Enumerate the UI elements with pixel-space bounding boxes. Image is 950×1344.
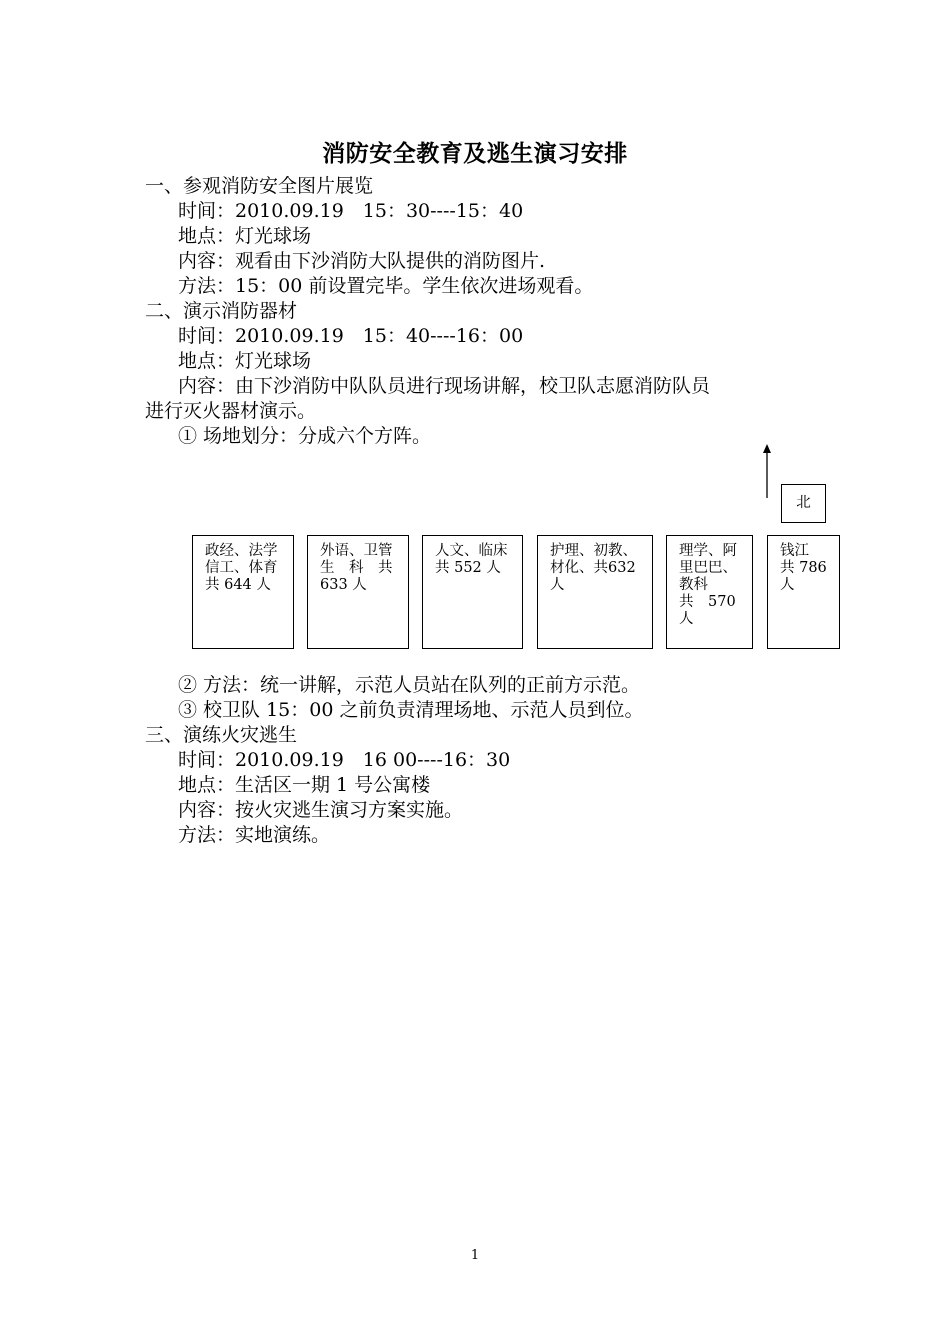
page-number: 1 [470, 1248, 480, 1263]
block-5: 理学、阿 里巴巴、 教科 共 570 人 [666, 535, 753, 649]
north-label: 北 [781, 484, 826, 523]
section-1-place: 地点：灯光球场 [178, 225, 312, 247]
section-1-content: 内容：观看由下沙消防大队提供的消防图片. [178, 250, 546, 272]
section-2-content-line2: 进行灭火器材演示。 [145, 400, 317, 422]
section-2-step-3: ③ 校卫队 15：00 之前负责清理场地、示范人员到位。 [178, 699, 644, 721]
section-3-content: 内容：按火灾逃生演习方案实施。 [178, 799, 464, 821]
section-2-time: 时间：2010.09.19 15：40----16：00 [178, 325, 524, 347]
section-3-heading: 三、演练火灾逃生 [145, 724, 298, 746]
page-title: 消防安全教育及逃生演习安排 [322, 140, 628, 167]
section-2-step-1: ① 场地划分：分成六个方阵。 [178, 425, 432, 447]
block-1: 政经、法学 信工、体育 共 644 人 [192, 535, 294, 649]
section-2-heading: 二、演示消防器材 [145, 300, 298, 322]
block-6: 钱江 共 786 人 [767, 535, 840, 649]
section-3-place: 地点：生活区一期 1 号公寓楼 [178, 774, 431, 796]
section-2-content-line1: 内容：由下沙消防中队队员进行现场讲解，校卫队志愿消防队员 [178, 375, 711, 397]
block-3: 人文、临床 共 552 人 [422, 535, 523, 649]
section-1-heading: 一、参观消防安全图片展览 [145, 175, 374, 197]
section-2-place: 地点：灯光球场 [178, 350, 312, 372]
section-3-method: 方法：实地演练。 [178, 824, 331, 846]
arrow-up-icon [758, 444, 778, 500]
section-1-method: 方法：15：00 前设置完毕。学生依次进场观看。 [178, 275, 594, 297]
section-1-time: 时间：2010.09.19 15：30----15：40 [178, 200, 524, 222]
block-2: 外语、卫管 生 科 共 633 人 [307, 535, 409, 649]
section-2-step-2: ② 方法：统一讲解，示范人员站在队列的正前方示范。 [178, 674, 641, 696]
block-4: 护理、初教、 材化、共632 人 [537, 535, 653, 649]
section-3-time: 时间：2010.09.19 16 00----16：30 [178, 749, 511, 771]
